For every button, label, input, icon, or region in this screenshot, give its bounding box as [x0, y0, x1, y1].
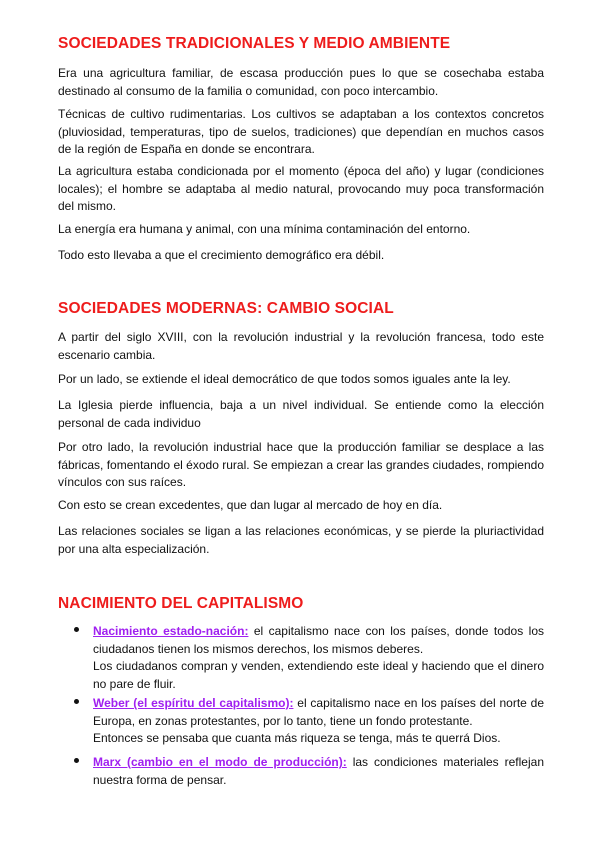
bullet-icon: [74, 699, 79, 704]
item-text: las condiciones materiales reflejan nuestra forma de pensar.: [93, 755, 544, 787]
term-link[interactable]: Nacimiento estado-nación:: [93, 624, 249, 638]
item-text: el capitalismo nace con los países, donde todos los ciudadanos tienen los mismos derechos, los mismos deberes.: [93, 624, 544, 656]
paragraph: La Iglesia pierde influencia, baja a un nivel individual. Se entiende como la elección personal de cada individuo: [58, 398, 544, 430]
section-title-modernas: SOCIEDADES MODERNAS: CAMBIO SOCIAL: [58, 300, 394, 317]
list-item-body: [93, 754, 544, 789]
bullet-icon: [74, 627, 79, 632]
paragraph: Por un lado, se extiende el ideal democrático de que todos somos iguales ante la ley.: [58, 372, 511, 386]
paragraph: Era una agricultura familiar, de escasa producción pues lo que se cosechaba estaba destinado al consumo de la familia o comunidad, con poco intercambio.: [58, 66, 544, 98]
item-text: el capitalismo nace en los países del norte de Europa, en zonas protestantes, por lo tanto, tiene un fondo protestante.: [93, 696, 544, 728]
section-title-capitalismo: NACIMIENTO DEL CAPITALISMO: [58, 595, 304, 612]
term-link[interactable]: Weber (el espíritu del capitalismo):: [93, 696, 294, 710]
item-extra: Entonces se pensaba que cuanta más riqueza se tenga, más te querrá Dios.: [93, 731, 501, 745]
paragraph: Con esto se crean excedentes, que dan lugar al mercado de hoy en día.: [58, 498, 443, 512]
term-link[interactable]: Marx (cambio en el modo de producción):: [93, 755, 347, 769]
section-title-tradicionales: SOCIEDADES TRADICIONALES Y MEDIO AMBIENTE: [58, 35, 451, 52]
paragraph: Las relaciones sociales se ligan a las relaciones económicas, y se pierde la pluriactividad por una alta especialización.: [58, 524, 544, 556]
paragraph: A partir del siglo XVIII, con la revolución industrial y la revolución francesa, todo este escenario cambia.: [58, 330, 544, 362]
paragraph: Por otro lado, la revolución industrial hace que la producción familiar se desplace a las fábricas, fomentando el éxodo rural. Se empiezan a crear las grandes ciudades, rompiendo vínculos con sus raíces.: [58, 440, 544, 489]
paragraph: Todo esto llevaba a que el crecimiento demográfico era débil.: [58, 248, 385, 262]
paragraph: La energía era humana y animal, con una mínima contaminación del entorno.: [58, 222, 471, 236]
bullet-icon: [74, 758, 79, 763]
paragraph: Técnicas de cultivo rudimentarias. Los cultivos se adaptaban a los contextos concretos (pluviosidad, temperaturas, tipo de suelos, tradiciones) que dependían en muchos casos de la región de España en donde se encontrara.: [58, 107, 544, 156]
item-extra: Los ciudadanos compran y venden, extendiendo este ideal y haciendo que el dinero no pare de fluir.: [93, 659, 544, 691]
list-item-body: [93, 695, 544, 748]
paragraph: La agricultura estaba condicionada por el momento (época del año) y lugar (condiciones locales); el hombre se adaptaba al medio natural, provocando muy poca transformación del mismo.: [58, 164, 544, 213]
list-item-body: [93, 623, 544, 693]
